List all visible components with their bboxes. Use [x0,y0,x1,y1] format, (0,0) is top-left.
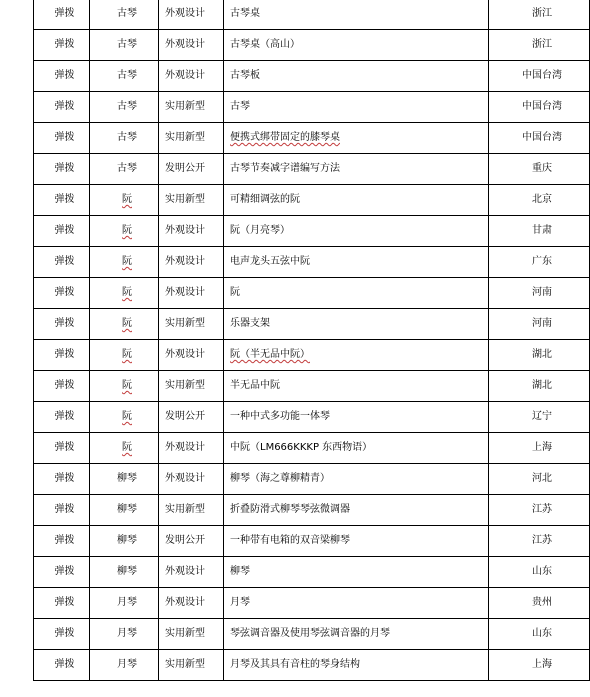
instrument-cell-text: 月琴 [117,597,137,608]
instrument-cell-text: 柳琴 [117,566,137,577]
category-cell [34,30,90,61]
instrument-cell [90,557,159,588]
category-cell-text: 弹拨 [54,70,75,81]
patent-name-cell-text: 一种中式多功能一体琴 [230,411,330,422]
category-cell-text: 弹拨 [54,442,75,453]
table-row [34,154,590,185]
table-row [34,309,590,340]
category-cell-text: 弹拨 [54,473,75,484]
instrument-cell-text: 阮 [122,256,132,267]
category-cell [34,154,90,185]
region-cell [489,123,590,154]
category-cell [34,247,90,278]
patent-type-cell [159,61,224,92]
patent-type-cell [159,650,224,681]
patent-type-cell [159,402,224,433]
patent-type-cell-text: 实用新型 [165,380,205,391]
table-row [34,402,590,433]
region-cell-text: 河南 [532,287,552,298]
patent-name-cell-text: 便携式绑带固定的膝琴桌 [230,132,340,143]
category-cell-text: 弹拨 [54,194,75,205]
region-cell-text: 中国台湾 [522,101,562,112]
patent-name-cell-text: 古琴桌（高山） [230,39,300,50]
category-cell [34,433,90,464]
patent-type-cell-text: 实用新型 [165,132,205,143]
instrument-cell-text: 阮 [122,380,132,391]
category-cell [34,650,90,681]
patent-type-cell [159,557,224,588]
instrument-cell [90,526,159,557]
table-row [34,30,590,61]
table-row [34,216,590,247]
patent-type-cell [159,464,224,495]
patent-type-cell-text: 实用新型 [165,504,205,515]
patent-name-cell [224,278,489,309]
category-cell [34,495,90,526]
category-cell-text: 弹拨 [54,659,75,670]
patent-name-cell-text: 可精细调弦的阮 [230,194,300,205]
region-cell-text: 河北 [532,473,552,484]
region-cell [489,650,590,681]
region-cell-text: 广东 [532,256,552,267]
category-cell [34,526,90,557]
region-cell-text: 辽宁 [532,411,552,422]
patent-name-cell-text: 古琴桌 [230,8,260,19]
patent-type-cell-text: 外观设计 [165,225,205,236]
instrument-cell-text: 月琴 [117,659,137,670]
patent-name-cell [224,433,489,464]
patent-type-cell-text: 外观设计 [165,566,205,577]
patent-name-cell [224,464,489,495]
instrument-cell [90,216,159,247]
patent-type-cell [159,588,224,619]
instrument-cell [90,619,159,650]
category-cell [34,0,90,30]
region-cell-text: 河南 [532,318,552,329]
patent-name-cell [224,92,489,123]
region-cell-text: 浙江 [532,39,552,50]
patent-name-cell [224,650,489,681]
category-cell-text: 弹拨 [54,225,75,236]
patent-type-cell [159,526,224,557]
region-cell-text: 湖北 [532,349,552,360]
patent-type-cell-text: 实用新型 [165,101,205,112]
instrument-cell-text: 阮 [122,194,132,205]
category-cell-text: 弹拨 [54,132,75,143]
patent-name-cell [224,154,489,185]
category-cell-text: 弹拨 [54,39,75,50]
category-cell [34,619,90,650]
patent-name-cell [224,619,489,650]
patent-type-cell-text: 发明公开 [165,163,205,174]
region-cell-text: 上海 [532,442,552,453]
category-cell-text: 弹拨 [54,597,75,608]
instrument-cell-text: 柳琴 [117,535,137,546]
table-row [34,247,590,278]
patent-name-cell [224,588,489,619]
category-cell [34,464,90,495]
region-cell [489,61,590,92]
category-cell [34,278,90,309]
region-cell [489,402,590,433]
instrument-cell-text: 阮 [122,287,132,298]
patent-name-cell [224,123,489,154]
table-row [34,526,590,557]
region-cell-text: 山东 [532,566,552,577]
instrument-cell [90,185,159,216]
table-row [34,92,590,123]
patent-type-cell [159,185,224,216]
category-cell-text: 弹拨 [54,411,75,422]
patent-type-cell [159,0,224,30]
patent-name-cell-text: 古琴板 [230,70,260,81]
patent-name-cell [224,557,489,588]
category-cell [34,588,90,619]
instrument-cell [90,371,159,402]
patent-name-cell-text: 电声龙头五弦中阮 [230,256,310,267]
patent-name-cell-text: 半无品中阮 [230,380,280,391]
table-row [34,61,590,92]
instrument-cell [90,0,159,30]
patent-name-cell [224,371,489,402]
region-cell-text: 浙江 [532,8,552,19]
patent-name-cell [224,0,489,30]
patent-type-cell [159,92,224,123]
patent-name-cell [224,526,489,557]
region-cell-text: 北京 [532,194,552,205]
region-cell-text: 中国台湾 [522,132,562,143]
patent-name-cell-text: 乐器支架 [230,318,270,329]
table-row [34,123,590,154]
instrument-cell [90,340,159,371]
instrument-cell [90,30,159,61]
category-cell-text: 弹拨 [54,535,75,546]
category-cell [34,340,90,371]
instrument-cell-text: 阮 [122,349,132,360]
instrument-cell [90,278,159,309]
region-cell [489,278,590,309]
patent-name-cell-text: 中阮（LM666KKKP 东西物语） [230,442,373,453]
region-cell [489,557,590,588]
category-cell-text: 弹拨 [54,163,75,174]
patent-name-cell [224,247,489,278]
instrument-cell [90,92,159,123]
region-cell-text: 山东 [532,628,552,639]
category-cell [34,185,90,216]
instrument-cell-text: 柳琴 [117,504,137,515]
table-row [34,557,590,588]
patent-type-cell-text: 实用新型 [165,659,205,670]
category-cell-text: 弹拨 [54,380,75,391]
category-cell [34,123,90,154]
instrument-cell-text: 古琴 [117,39,137,50]
region-cell [489,619,590,650]
region-cell [489,340,590,371]
patent-type-cell-text: 外观设计 [165,70,205,81]
category-cell-text: 弹拨 [54,256,75,267]
table-row [34,371,590,402]
patent-name-cell [224,30,489,61]
patent-type-cell [159,340,224,371]
table-row [34,278,590,309]
instrument-cell-text: 古琴 [117,132,137,143]
patent-type-cell [159,309,224,340]
patent-type-cell-text: 外观设计 [165,39,205,50]
region-cell [489,185,590,216]
region-cell [489,247,590,278]
category-cell-text: 弹拨 [54,101,75,112]
instrument-cell [90,433,159,464]
region-cell [489,30,590,61]
instrument-cell [90,650,159,681]
instrument-cell-text: 阮 [122,318,132,329]
patent-type-cell [159,247,224,278]
category-cell [34,61,90,92]
patent-type-cell [159,495,224,526]
region-cell [489,588,590,619]
table-row [34,340,590,371]
patent-name-cell-text: 阮（半无品中阮） [230,349,310,360]
patent-type-cell-text: 实用新型 [165,194,205,205]
patent-name-cell-text: 琴弦调音器及使用琴弦调音器的月琴 [230,628,390,639]
patent-name-cell [224,402,489,433]
region-cell [489,495,590,526]
category-cell-text: 弹拨 [54,318,75,329]
patent-type-cell-text: 外观设计 [165,287,205,298]
table-row [34,588,590,619]
region-cell-text: 贵州 [532,597,552,608]
patent-type-cell [159,278,224,309]
instrument-cell-text: 阮 [122,442,132,453]
patent-type-cell-text: 发明公开 [165,411,205,422]
instrument-cell-text: 阮 [122,225,132,236]
instrument-cell [90,309,159,340]
instrument-cell-text: 古琴 [117,70,137,81]
patent-name-cell [224,340,489,371]
region-cell-text: 江苏 [532,504,552,515]
patent-type-cell [159,154,224,185]
instrument-cell-text: 古琴 [117,163,137,174]
patent-type-cell [159,30,224,61]
patent-name-cell-text: 阮（月亮琴） [230,225,290,236]
instrument-cell [90,402,159,433]
patent-table-body [34,0,590,681]
instrument-cell [90,61,159,92]
category-cell-text: 弹拨 [54,287,75,298]
category-cell-text: 弹拨 [54,628,75,639]
patent-type-cell-text: 实用新型 [165,318,205,329]
patent-type-cell-text: 外观设计 [165,349,205,360]
table-row [34,185,590,216]
patent-name-cell-text: 古琴节奏减字谱编写方法 [230,163,340,174]
instrument-cell-text: 阮 [122,411,132,422]
patent-name-cell [224,185,489,216]
table-row [34,433,590,464]
category-cell-text: 弹拨 [54,566,75,577]
table-row [34,495,590,526]
patent-type-cell [159,123,224,154]
patent-name-cell-text: 折叠防滑式柳琴琴弦微调器 [230,504,350,515]
region-cell [489,92,590,123]
patent-name-cell-text: 月琴及其具有音柱的琴身结构 [230,659,360,670]
patent-type-cell-text: 外观设计 [165,473,205,484]
region-cell [489,526,590,557]
patent-name-cell [224,61,489,92]
table-row [34,619,590,650]
patent-type-cell-text: 外观设计 [165,597,205,608]
instrument-cell-text: 古琴 [117,8,137,19]
instrument-cell [90,588,159,619]
instrument-cell-text: 柳琴 [117,473,137,484]
category-cell-text: 弹拨 [54,349,75,360]
region-cell-text: 湖北 [532,380,552,391]
patent-name-cell-text: 阮 [230,287,240,298]
table-row [34,650,590,681]
region-cell-text: 中国台湾 [522,70,562,81]
region-cell [489,0,590,30]
patent-name-cell-text: 古琴 [230,101,250,112]
patent-type-cell-text: 外观设计 [165,442,205,453]
region-cell-text: 重庆 [532,163,552,174]
instrument-cell-text: 古琴 [117,101,137,112]
category-cell [34,557,90,588]
region-cell [489,464,590,495]
category-cell [34,309,90,340]
region-cell [489,309,590,340]
region-cell-text: 江苏 [532,535,552,546]
table-row [34,464,590,495]
region-cell [489,371,590,402]
region-cell-text: 上海 [532,659,552,670]
patent-name-cell-text: 月琴 [230,597,250,608]
instrument-cell-text: 月琴 [117,628,137,639]
patent-table-sheet [33,0,590,681]
category-cell [34,371,90,402]
patent-name-cell [224,216,489,247]
instrument-cell [90,154,159,185]
instrument-cell [90,123,159,154]
region-cell-text: 甘肃 [532,225,552,236]
region-cell [489,154,590,185]
category-cell [34,216,90,247]
patent-type-cell [159,433,224,464]
patent-name-cell-text: 一种带有电箱的双音梁柳琴 [230,535,350,546]
patent-type-cell-text: 实用新型 [165,628,205,639]
patent-type-cell-text: 外观设计 [165,256,205,267]
region-cell [489,433,590,464]
instrument-cell [90,495,159,526]
patent-name-cell [224,309,489,340]
category-cell [34,92,90,123]
patent-name-cell [224,495,489,526]
category-cell-text: 弹拨 [54,504,75,515]
instrument-cell [90,464,159,495]
category-cell-text: 弹拨 [54,8,75,19]
patent-type-cell-text: 发明公开 [165,535,205,546]
category-cell [34,402,90,433]
region-cell [489,216,590,247]
patent-name-cell-text: 柳琴 [230,566,250,577]
patent-type-cell [159,216,224,247]
table-row [34,0,590,30]
patent-type-cell [159,619,224,650]
patent-table [33,0,590,681]
patent-type-cell [159,371,224,402]
instrument-cell [90,247,159,278]
patent-name-cell-text: 柳琴（海之尊柳精青） [230,473,330,484]
patent-type-cell-text: 外观设计 [165,8,205,19]
